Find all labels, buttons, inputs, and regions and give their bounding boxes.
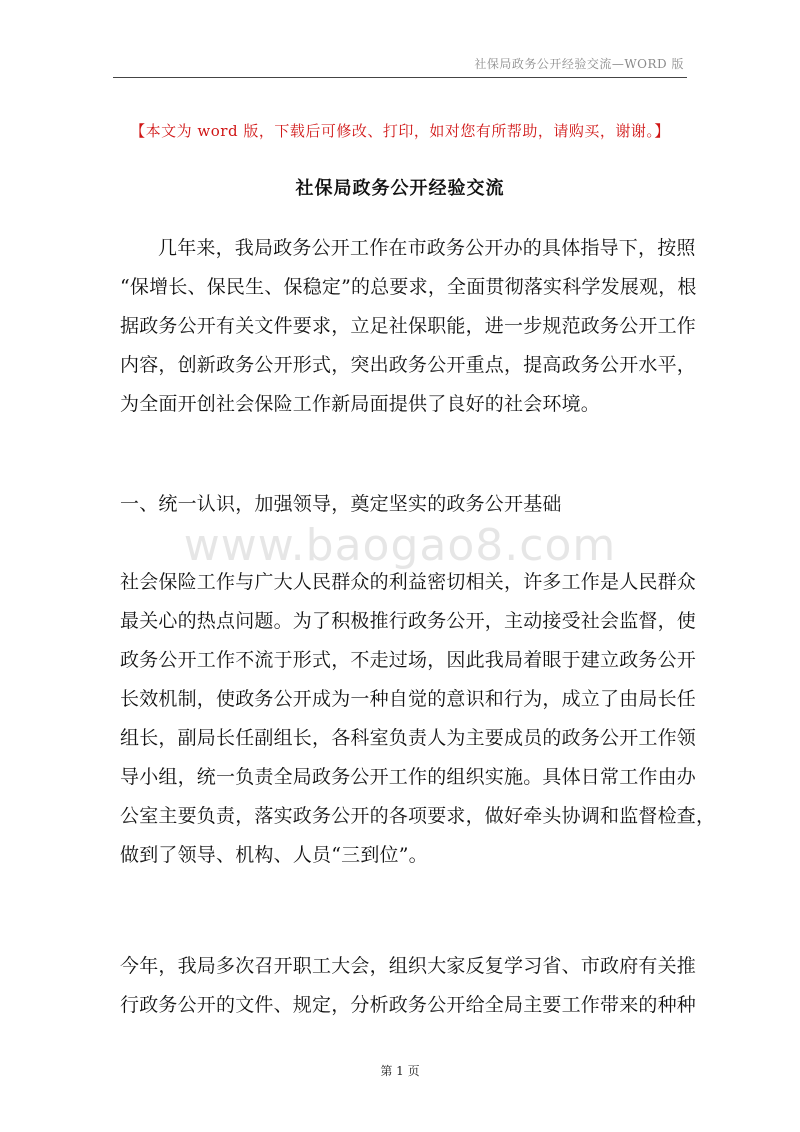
text-line: 据政务公开有关文件要求，立足社保职能，进一步规范政务公开工作 — [120, 315, 697, 337]
text-line: 做到了领导、机构、人员“三到位”。 — [120, 844, 428, 866]
text-line: 一、统一认识，加强领导，奠定坚实的政务公开基础 — [120, 493, 562, 515]
text-line: 公室主要负责，落实政务公开的各项要求，做好牵头协调和监督检查， — [120, 805, 716, 827]
paragraph-intro — [120, 229, 724, 424]
text-line: 导小组，统一负责全局政务公开工作的组织实施。具体日常工作由办 — [120, 766, 697, 788]
paragraph-body-2 — [120, 947, 697, 1025]
text-line: “保增长、保民生、保稳定”的总要求，全面贯彻落实科学发展观，根 — [120, 276, 697, 298]
text-line: 今年，我局多次召开职工大会，组织大家反复学习省、市政府有关推 — [120, 955, 697, 977]
text-line: 长效机制，使政务公开成为一种自觉的意识和行为，成立了由局长任 — [120, 688, 697, 710]
text-line: 组长，副局长任副组长，各科室负责人为主要成员的政务公开工作领 — [120, 727, 697, 749]
text-line: 政务公开工作不流于形式，不走过场，因此我局着眼于建立政务公开 — [120, 649, 697, 671]
text-line: 为全面开创社会保险工作新局面提供了良好的社会环境。 — [120, 393, 601, 415]
text-line: 几年来，我局政务公开工作在市政务公开办的具体指导下，按照 — [158, 237, 696, 259]
header-divider — [113, 77, 687, 78]
text-line: 最关心的热点问题。为了积极推行政务公开，主动接受社会监督，使 — [120, 610, 697, 632]
text-line: 行政务公开的文件、规定，分析政务公开给全局主要工作带来的种种 — [120, 994, 697, 1016]
paragraph-body-1 — [120, 563, 716, 875]
running-header: 社保局政务公开经验交流—WORD 版 — [474, 57, 684, 71]
text-line: 社会保险工作与广大人民群众的利益密切相关，许多工作是人民群众 — [120, 571, 697, 593]
page-number: 第 1 页 — [380, 1064, 420, 1078]
section-heading — [120, 485, 686, 524]
watermark: www.baogao8.com — [183, 520, 617, 571]
text-line: 内容，创新政务公开形式，突出政务公开重点，提高政务公开水平， — [120, 354, 697, 376]
document-title: 社保局政务公开经验交流 — [295, 178, 505, 199]
download-notice: 【本文为 word 版，下载后可修改、打印，如对您有所帮助，请购买，谢谢。】 — [130, 122, 670, 140]
